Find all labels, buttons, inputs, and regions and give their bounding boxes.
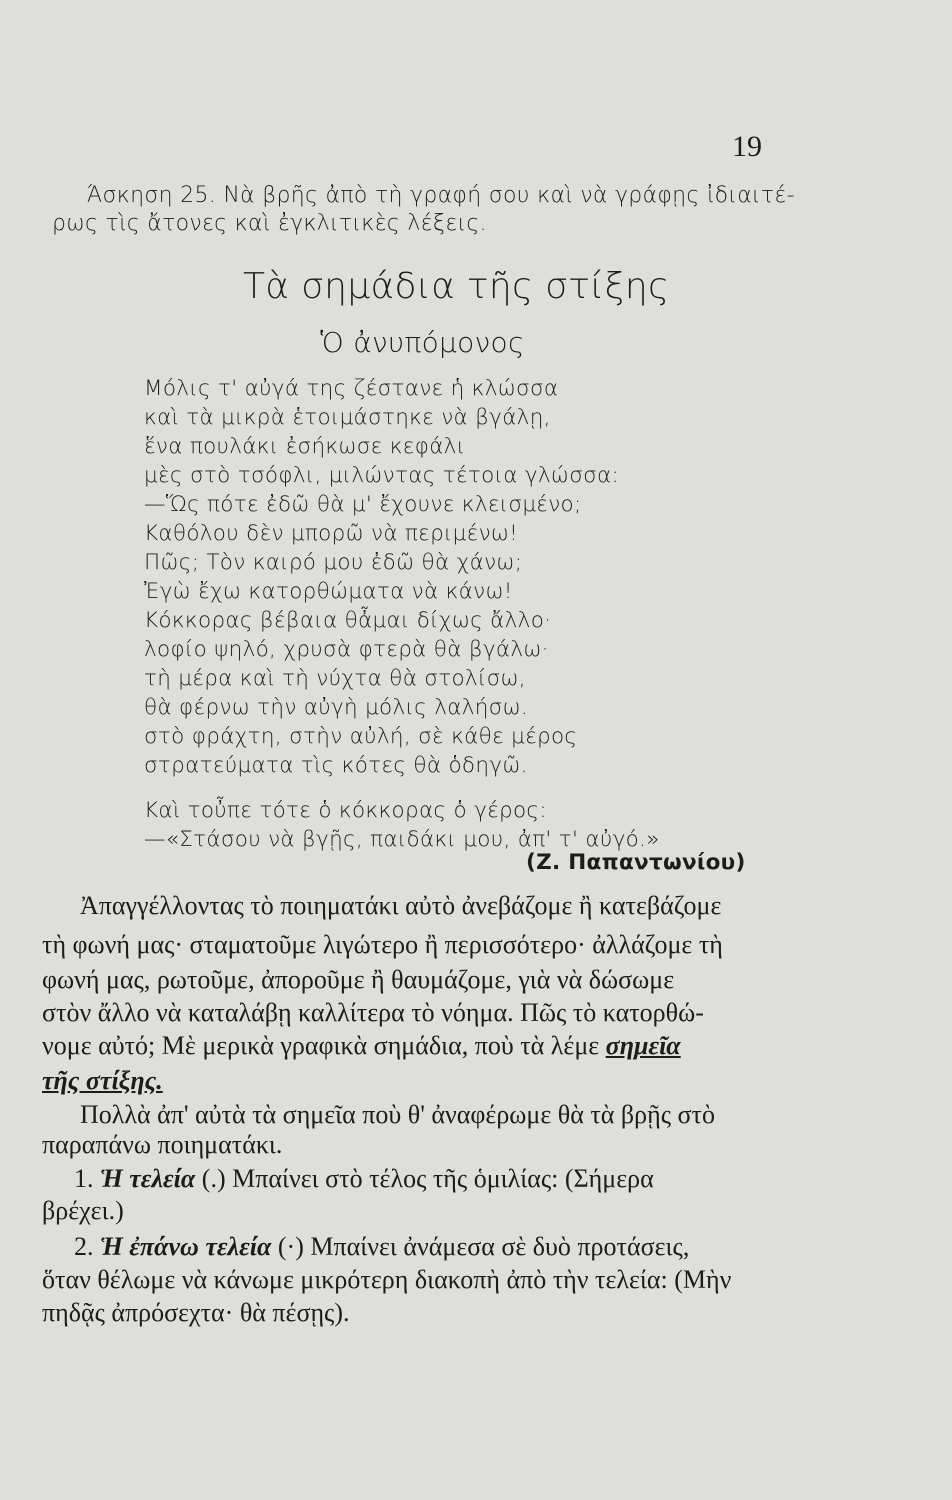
body-text: νομε αὐτό; Μὲ μερικὰ γραφικὰ σημάδια, ποὺ τὰ λέμε	[42, 1031, 600, 1060]
item-text: (·) Μπαίνει ἀνάμεσα σὲ δυὸ προτάσεις,	[277, 1232, 690, 1261]
poem-line: Πῶς; Τὸν καιρό μου ἐδῶ θὰ χάνω;	[144, 550, 523, 575]
body-line: Ἀπαγγέλλοντας τὸ ποιηματάκι αὐτὸ ἀνεβάζομε ἢ κατεβάζομε	[80, 891, 722, 920]
list-item-upper-period	[74, 1232, 689, 1262]
poem-line: στρατεύματα τὶς κότες θὰ ὁδηγῶ.	[144, 753, 528, 778]
term-punctuation-marks: σημεῖα	[605, 1031, 681, 1060]
poem-line: —Ὥς πότε ἐδῶ θὰ μ' ἔχουνε κλεισμένο;	[144, 492, 582, 517]
poem-line: Καὶ τοὖπε τότε ὁ κόκκορας ὁ γέρος:	[144, 798, 547, 823]
poem-line: Καθόλου δὲν μπορῶ νὰ περιμένω!	[144, 521, 519, 546]
exercise-line-2: ρως τὶς ἄτονες καὶ ἐγκλιτικὲς λέξεις.	[52, 211, 487, 236]
exercise-line-1: Άσκηση 25. Νὰ βρῆς ἀπὸ τὴ γραφή σου καὶ νὰ γράφῃς ἰδιαιτέ-	[87, 183, 795, 208]
poem-line: λοφίο ψηλό, χρυσὰ φτερὰ θὰ βγάλω·	[144, 637, 549, 662]
poem-title: Ὁ ἀνυπόμονος	[320, 326, 525, 359]
term-punctuation-marks-cont: τῆς στίξης.	[42, 1066, 163, 1095]
body-line: τὴ φωνή μας· σταματοῦμε λιγώτερο ἢ περισσότερο· ἀλλάζομε τὴ	[42, 930, 723, 959]
term-upper-period: Ἡ ἐπάνω τελεία	[100, 1232, 272, 1261]
poem-line: —«Στάσου νὰ βγῇς, παιδάκι μου, ἀπ' τ' αὐγό.»	[144, 827, 660, 852]
body-line: φωνή μας, ρωτοῦμε, ἀποροῦμε ἢ θαυμάζομε, γιὰ νὰ δώσωμε	[42, 965, 675, 994]
body-line: Πολλὰ ἀπ' αὐτὰ τὰ σημεῖα ποὺ θ' ἀναφέρωμε θὰ τὰ βρῇς στὸ	[80, 1100, 715, 1129]
poem-line: μὲς στὸ τσόφλι, μιλώντας τέτοια γλώσσα:	[144, 463, 620, 488]
term-period: Ἡ τελεία	[100, 1164, 196, 1193]
page-number: 19	[732, 130, 762, 163]
body-line	[42, 1066, 163, 1096]
poem-line: στὸ φράχτη, στὴν αὐλή, σὲ κάθε μέρος	[144, 724, 578, 749]
body-line: ὅταν θέλωμε νὰ κάνωμε μικρότερη διακοπὴ ἀπὸ τὴν τελεία: (Μὴν	[42, 1265, 732, 1294]
section-title: Τὰ σημάδια τῆς στίξης	[243, 266, 670, 307]
item-number: 2.	[74, 1232, 94, 1261]
body-line: πηδᾷς ἀπρόσεχτα· θὰ πέσῃς).	[42, 1298, 350, 1327]
body-line: βρέχει.)	[42, 1196, 124, 1225]
item-text: (.) Μπαίνει στὸ τέλος τῆς ὁμιλίας: (Σήμερα	[201, 1164, 654, 1193]
body-line: στὸν ἄλλο νὰ καταλάβῃ καλλίτερα τὸ νόημα. Πῶς τὸ κατορθώ-	[42, 998, 704, 1027]
poem-line: Κόκκορας βέβαια θἆμαι δίχως ἄλλο·	[144, 608, 552, 633]
poem-line: καὶ τὰ μικρὰ ἑτοιμάστηκε νὰ βγάλῃ,	[144, 405, 551, 430]
poem-line: ἕνα πουλάκι ἐσήκωσε κεφάλι	[144, 434, 466, 459]
poem-line: Μόλις τ' αὐγά της ζέστανε ἡ κλώσσα	[144, 376, 559, 401]
body-line	[42, 1031, 681, 1061]
poem-line: τὴ μέρα καὶ τὴ νύχτα θὰ στολίσω,	[144, 666, 526, 691]
poem-author: (Ζ. Παπαντωνίου)	[526, 850, 746, 875]
item-number: 1.	[74, 1164, 94, 1193]
poem-line: θὰ φέρνω τὴν αὐγὴ μόλις λαλήσω.	[144, 695, 529, 720]
list-item-period	[74, 1164, 654, 1194]
body-line: παραπάνω ποιηματάκι.	[42, 1130, 283, 1159]
poem-line: Ἐγὼ ἔχω κατορθώματα νὰ κάνω!	[144, 579, 513, 604]
